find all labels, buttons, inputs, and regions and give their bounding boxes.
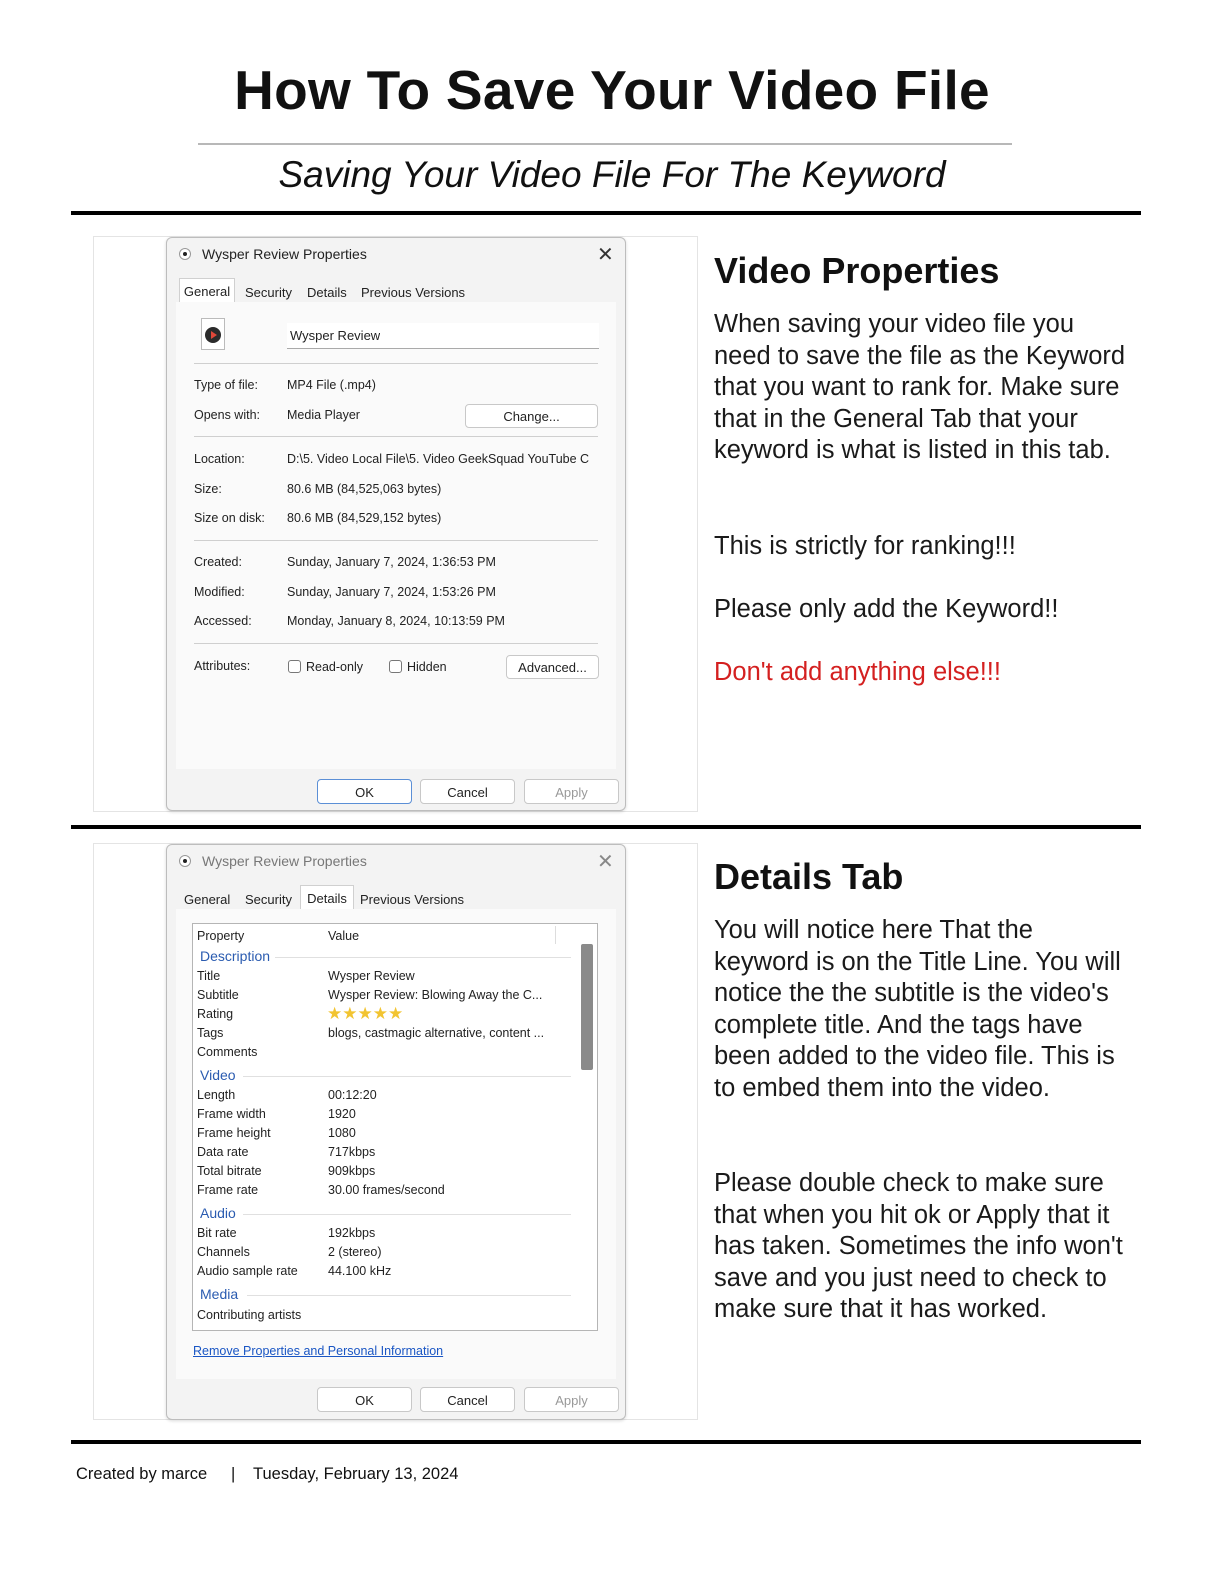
video-properties-heading: Video Properties [714,250,1000,291]
bit-rate-value: 192kbps [328,1226,376,1240]
channels-value: 2 (stereo) [328,1245,382,1259]
length-label: Length [197,1088,236,1102]
value-column-header[interactable]: Value [328,929,360,943]
star-icon[interactable]: ★ [327,1004,343,1023]
page-title: How To Save Your Video File [234,59,990,121]
frame-width-label: Frame width [197,1107,266,1121]
readonly-label: Read-only [306,660,363,674]
tab-security[interactable]: Security [245,285,292,300]
attributes-label: Attributes: [194,659,251,673]
tags-label: Tags [197,1026,224,1040]
frame-rate-value: 30.00 frames/second [328,1183,445,1197]
opens-with-label: Opens with: [194,408,261,422]
frame-height-label: Frame height [197,1126,271,1140]
double-check-paragraph: Please double check to make sure that when you hit ok or Apply that it has taken. Sometimes the info won't save and you just need to check to make sure that it has worked. [714,1169,1123,1324]
tab-general[interactable]: General [184,892,231,907]
ranking-note: This is strictly for ranking!!! [714,532,1016,560]
ok-button[interactable]: OK [317,1387,412,1412]
length-value: 00:12:20 [328,1088,377,1102]
app-icon [179,248,191,260]
total-bitrate-value: 909kbps [328,1164,376,1178]
separator [194,363,598,364]
title-label: Title [197,969,221,983]
hidden-checkbox[interactable] [389,660,402,673]
change-button[interactable]: Change... [465,404,598,428]
size-value: 80.6 MB (84,525,063 bytes) [287,482,442,496]
channels-label: Channels [197,1245,250,1259]
frame-rate-label: Frame rate [197,1183,259,1197]
rating-stars[interactable] [327,1005,403,1024]
app-icon [179,855,191,867]
section-media: Media [200,1286,239,1302]
accessed-label: Accessed: [194,614,252,628]
title-value: Wysper Review [328,969,415,983]
remove-properties-link[interactable]: Remove Properties and Personal Information [193,1344,444,1358]
tab-details[interactable]: Details [300,885,354,909]
section-divider-middle [71,825,1141,829]
location-label: Location: [194,452,245,466]
section-audio: Audio [200,1205,236,1221]
tab-general[interactable]: General [179,278,235,302]
type-label: Type of file: [194,378,258,392]
star-icon[interactable]: ★ [372,1004,388,1023]
tags-value: blogs, castmagic alternative, content ... [328,1026,545,1040]
size-label: Size: [194,482,222,496]
section-rule [275,957,571,958]
section-rule [243,1214,571,1215]
column-divider [555,926,556,944]
video-file-icon [201,318,225,350]
page-subtitle: Saving Your Video File For The Keyword [278,154,946,195]
section-divider-bottom [71,1440,1141,1444]
details-tab-heading: Details Tab [714,856,904,897]
type-value: MP4 File (.mp4) [287,378,376,392]
hidden-label: Hidden [407,660,447,674]
title-divider [198,143,1012,145]
size-on-disk-value: 80.6 MB (84,529,152 bytes) [287,511,442,525]
subtitle-label: Subtitle [197,988,239,1002]
contributing-artists-label: Contributing artists [197,1308,302,1322]
section-rule [243,1076,571,1077]
frame-width-value: 1920 [328,1107,356,1121]
section-description: Description [200,948,271,964]
bit-rate-label: Bit rate [197,1226,237,1240]
keyword-note: Please only add the Keyword!! [714,595,1059,623]
warning-note: Don't add anything else!!! [714,658,1001,686]
apply-button[interactable]: Apply [524,779,619,804]
file-name-field[interactable] [287,323,599,349]
scrollbar-thumb[interactable] [581,944,593,1070]
section-video: Video [200,1067,236,1083]
star-icon[interactable]: ★ [357,1004,373,1023]
section-rule [247,1295,571,1296]
subtitle-value: Wysper Review: Blowing Away the C... [328,988,543,1002]
star-icon[interactable]: ★ [342,1004,358,1023]
tab-previous-versions[interactable]: Previous Versions [361,285,466,300]
close-icon[interactable]: ✕ [597,244,614,266]
modified-value: Sunday, January 7, 2024, 1:53:26 PM [287,585,496,599]
properties-dialog-details [166,844,626,1420]
audio-sample-rate-value: 44.100 kHz [328,1264,392,1278]
cancel-button[interactable]: Cancel [420,1387,515,1412]
dialog-title: Wysper Review Properties [202,853,367,869]
general-tab-content [176,302,616,769]
modified-label: Modified: [194,585,245,599]
created-label: Created: [194,555,242,569]
advanced-button[interactable]: Advanced... [506,655,599,679]
comments-label: Comments [197,1045,258,1059]
property-column-header[interactable]: Property [197,929,245,943]
star-icon[interactable]: ★ [388,1004,404,1023]
data-rate-value: 717kbps [328,1145,376,1159]
separator [194,436,598,437]
readonly-checkbox[interactable] [288,660,301,673]
cancel-button[interactable]: Cancel [420,779,515,804]
tab-previous-versions[interactable]: Previous Versions [360,892,465,907]
properties-dialog-general [166,237,626,811]
total-bitrate-label: Total bitrate [197,1164,262,1178]
separator [194,643,598,644]
tab-details[interactable]: Details [307,285,347,300]
data-rate-label: Data rate [197,1145,249,1159]
frame-height-value: 1080 [328,1126,356,1140]
size-on-disk-label: Size on disk: [194,511,265,525]
location-value: D:\5. Video Local File\5. Video GeekSquad YouTube C [287,452,590,466]
file-name-value: Wysper Review [290,328,381,343]
dialog-title: Wysper Review Properties [202,246,367,262]
details-tab-paragraph: You will notice here That the keyword is on the Title Line. You will notice the the subtitle is the video's complete title. And the tags have been added to the video file. This is to embed them into the video. [714,916,1121,1102]
created-value: Sunday, January 7, 2024, 1:36:53 PM [287,555,496,569]
opens-with-value: Media Player [287,408,360,422]
tab-security[interactable]: Security [245,892,292,907]
separator [194,540,598,541]
property-list[interactable] [192,923,598,1331]
rating-label: Rating [197,1007,234,1021]
section-divider-top [71,211,1141,215]
apply-button[interactable]: Apply [524,1387,619,1412]
close-icon[interactable]: ✕ [597,851,614,873]
video-properties-paragraph: When saving your video file you need to save the file as the Keyword that you want to rank for. Make sure that in the General Tab that your keyword is what is listed in this tab. [714,310,1126,465]
footer-separator: | [231,1465,236,1483]
ok-button[interactable]: OK [317,779,412,804]
footer-author: Created by marce [76,1465,208,1483]
footer-date: Tuesday, February 13, 2024 [253,1465,459,1483]
audio-sample-rate-label: Audio sample rate [197,1264,298,1278]
accessed-value: Monday, January 8, 2024, 10:13:59 PM [287,614,505,628]
